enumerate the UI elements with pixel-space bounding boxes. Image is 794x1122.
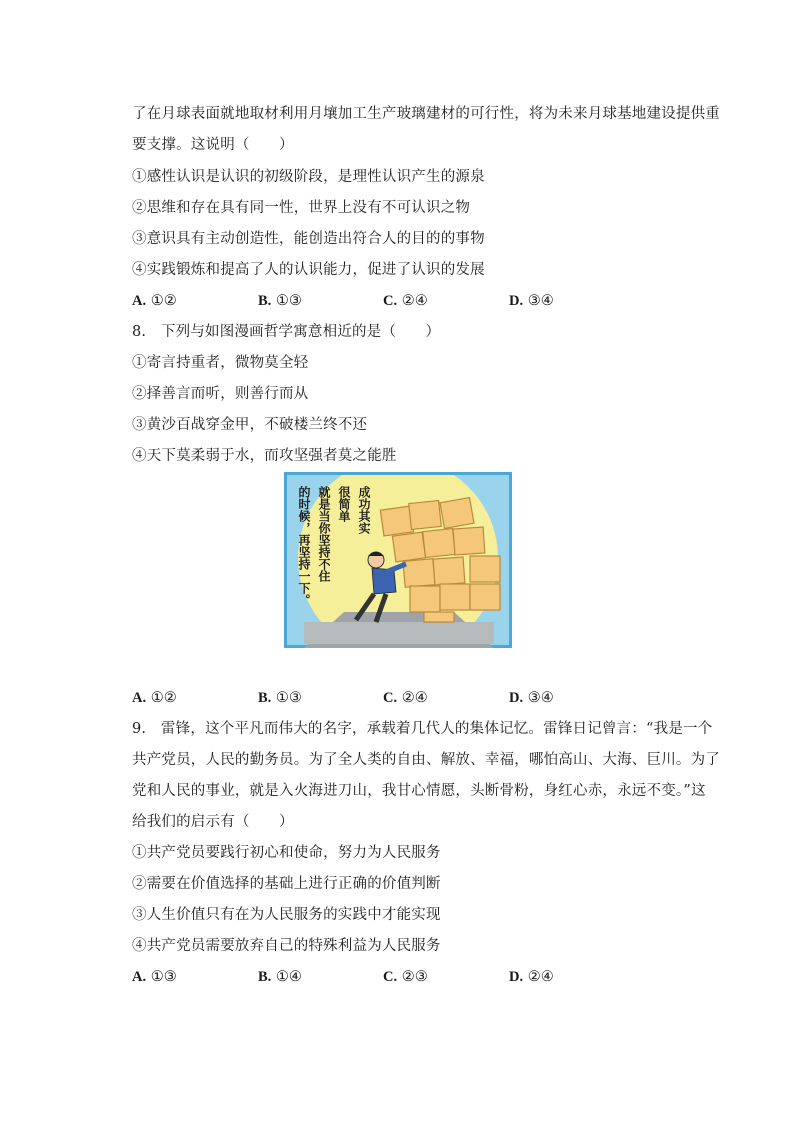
q7-option-c[interactable]: C. ②④ xyxy=(383,293,428,309)
q7-statement-2: ②思维和存在具有同一性，世界上没有不可认识之物 xyxy=(132,200,471,216)
q9-stem-line-3: 党和人民的事业，就是入火海进刀山，我甘心情愿，头断骨粉，身红心赤，永远不变。”这 xyxy=(132,783,706,799)
q7-option-a[interactable]: A. ①② xyxy=(132,293,177,309)
q7-option-d[interactable]: D. ③④ xyxy=(509,293,554,309)
q9-statement-2: ②需要在价值选择的基础上进行正确的价值判断 xyxy=(132,876,441,892)
cartoon-caption-col-2: 很简单 xyxy=(337,486,351,522)
q9-option-c[interactable]: C. ②③ xyxy=(383,969,428,985)
cartoon-caption-col-1: 成功其实 xyxy=(357,486,371,534)
q7-stem-line-2: 要支撑。这说明（ ） xyxy=(132,137,294,153)
q8-option-b[interactable]: B. ①③ xyxy=(258,690,302,706)
q8-option-d[interactable]: D. ③④ xyxy=(509,690,554,706)
cartoon-caption xyxy=(296,486,373,636)
q9-option-d[interactable]: D. ②④ xyxy=(509,969,554,985)
q9-stem-line-1: 9. 雷锋，这个平凡而伟大的名字，承载着几代人的集体记忆。雷锋日记曾言：“我是一个 xyxy=(132,721,713,737)
q8-option-c[interactable]: C. ②④ xyxy=(383,690,428,706)
q8-option-a[interactable]: A. ①② xyxy=(132,690,177,706)
q9-option-a[interactable]: A. ①③ xyxy=(132,969,177,985)
q8-cartoon-image xyxy=(284,472,512,648)
q8-statement-4: ④天下莫柔弱于水，而攻坚强者莫之能胜 xyxy=(132,448,397,464)
q8-statement-3: ③黄沙百战穿金甲，不破楼兰终不还 xyxy=(132,417,368,433)
q9-statement-1: ①共产党员要践行初心和使命，努力为人民服务 xyxy=(132,845,441,861)
cartoon-caption-col-3: 就是当你坚持不住 xyxy=(317,486,331,582)
q8-statement-2: ②择善言而听，则善行而从 xyxy=(132,386,309,402)
q7-statement-4: ④实践锻炼和提高了人的认识能力，促进了认识的发展 xyxy=(132,262,485,278)
q7-options xyxy=(132,291,692,311)
q9-statement-3: ③人生价值只有在为人民服务的实践中才能实现 xyxy=(132,907,441,923)
q9-stem-line-2: 共产党员，人民的勤务员。为了全人类的自由、解放、幸福，哪怕高山、大海、巨川。为了 xyxy=(132,752,720,768)
q9-statement-4: ④共产党员需要放弃自己的特殊利益为人民服务 xyxy=(132,938,441,954)
q7-statement-3: ③意识具有主动创造性，能创造出符合人的目的的事物 xyxy=(132,231,485,247)
q7-statement-1: ①感性认识是认识的初级阶段，是理性认识产生的源泉 xyxy=(132,169,485,185)
q7-stem-line-1: 了在月球表面就地取材利用月壤加工生产玻璃建材的可行性，将为未来月球基地建设提供重 xyxy=(132,106,720,122)
q8-stem: 8. 下列与如图漫画哲学寓意相近的是（ ） xyxy=(132,324,441,340)
q9-options xyxy=(132,967,692,987)
q8-statement-1: ①寄言持重者，微物莫全轻 xyxy=(132,355,309,371)
cartoon-caption-col-4: 的时候，再坚持一下。 xyxy=(297,486,311,606)
q9-option-b[interactable]: B. ①④ xyxy=(258,969,302,985)
q8-options xyxy=(132,688,692,708)
q9-stem-line-4: 给我们的启示有（ ） xyxy=(132,814,294,830)
q7-option-b[interactable]: B. ①③ xyxy=(258,293,302,309)
